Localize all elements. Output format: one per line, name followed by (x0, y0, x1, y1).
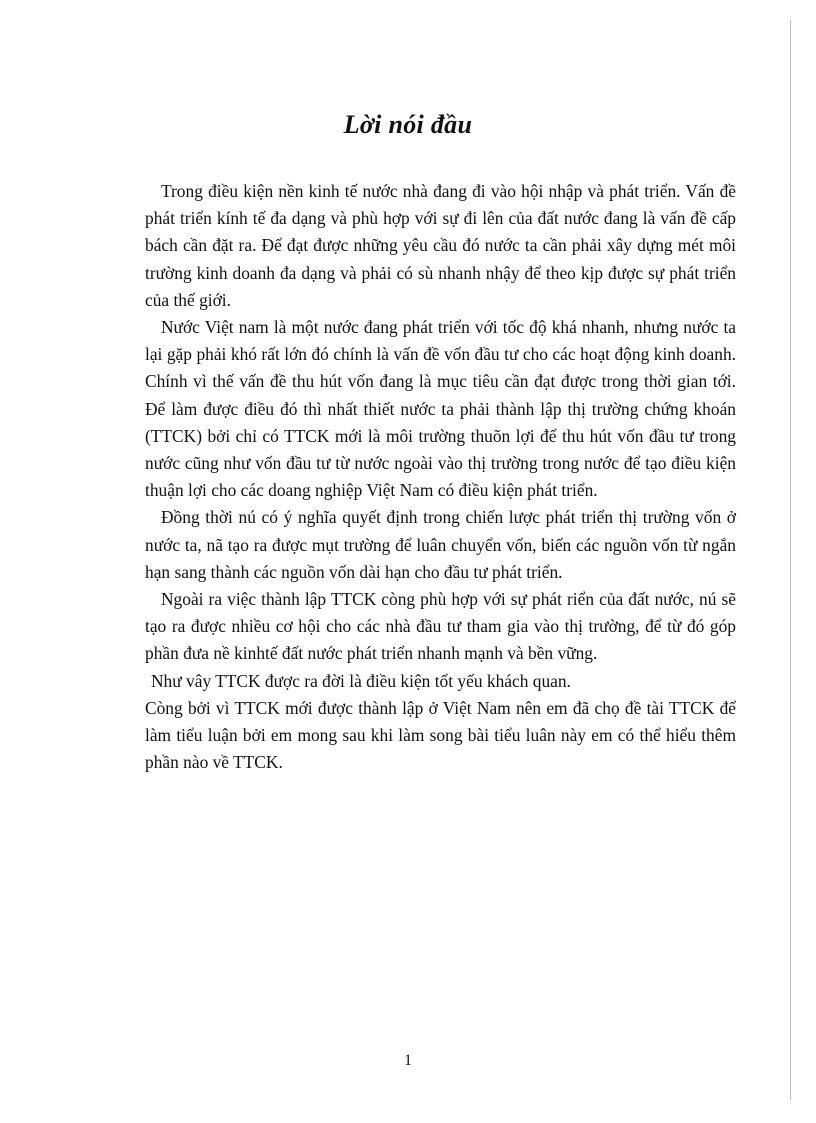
page-title: Lời nói đầu (343, 110, 473, 139)
page-number: 1 (404, 1052, 412, 1069)
paragraph-3: Đồng thời nú có ý nghĩa quyết định trong chiến lược phát triển thị trường vốn ở nước ta, nã tạo ra được mụt trường để luân chuyển vốn, biến các nguồn vốn từ ngắn hạn sang thành các nguồn vốn dài hạn cho đầu tư phát triển. (145, 507, 736, 582)
paragraph-4: Ngoài ra việc thành lập TTCK còng phù hợp với sự phát riển của đất nước, nú sẽ tạo ra được nhiều cơ hội cho các nhà đầu tư tham gia vào thị trường, để từ đó góp phần đưa nề kinhtế đất nước phát triển nhanh mạnh và bền vững. (145, 589, 736, 664)
paragraph-2: Nước Việt nam là một nước đang phát triển với tốc độ khá nhanh, nhưng nước ta lại gặp phải khó rất lớn đó chính là vấn đề vốn đầu tư cho các hoạt động kinh doanh. Chính vì thế vấn đề thu hút vốn đang là mục tiêu cần đạt được trong thời gian tới. Để làm được điều đó thì nhất thiết nước ta phải thành lập thị trường chứng khoán (TTCK) bởi chỉ có TTCK mới là môi trường thuõn lợi để thu hút vốn đầu tư trong nước cũng như vốn đầu tư từ nước ngoài vào thị trường trong nước để tạo điều kiện thuận lợi cho các doang nghiệp Việt Nam có điều kiện phát triển. (145, 317, 736, 501)
paragraph-5: Như vây TTCK được ra đời là điều kiện tốt yếu khách quan. (151, 670, 571, 691)
page-edge-line (790, 20, 791, 1100)
document-body (145, 178, 736, 776)
paragraph-1: Trong điều kiện nền kinh tế nước nhà đang đi vào hội nhập và phát triển. Vấn đề phát triển kính tế đa dạng và phù hợp với sự đi lên của đất nước đang là vấn đề cấp bách cần đặt ra. Để đạt được những yêu cầu đó nước ta cần phải xây dựng mét môi trường kinh doanh đa dạng và phải có sù nhanh nhậy để theo kịp được sự phát triển của thế giới. (145, 181, 736, 310)
paragraph-6: Còng bởi vì TTCK mới được thành lập ở Việt Nam nên em đã chọ đề tài TTCK để làm tiểu luận bởi em mong sau khi làm song bài tiểu luân này em có thể hiểu thêm phần nào về TTCK. (145, 697, 736, 773)
